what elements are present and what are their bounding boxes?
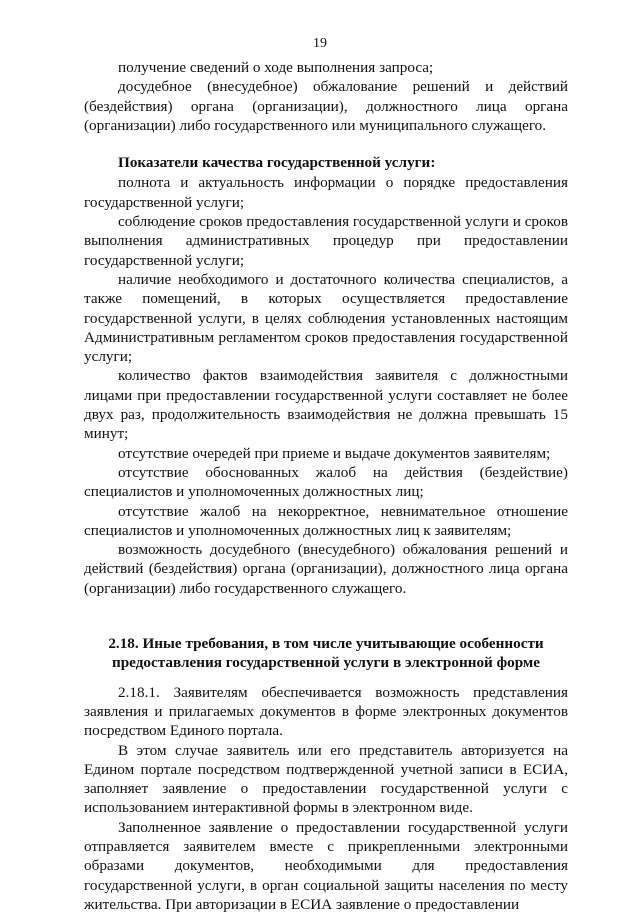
section-paragraph: 2.18.1. Заявителям обеспечивается возможность представления заявления и прилагаемых документов в форме электронных документов посредством Единого портала. (84, 683, 568, 740)
quality-indicators-heading: Показатели качества государственной услуги: (118, 154, 436, 172)
section-2-18-heading (84, 634, 568, 673)
quality-item: соблюдение сроков предоставления государственной услуги и сроков выполнения административных процедур при предоставлении государственной услуги; (84, 213, 568, 269)
quality-item: полнота и актуальность информации о порядке предоставления государственной услуги; (84, 174, 568, 211)
quality-item: возможность досудебного (внесудебного) обжалования решений и действий (бездействия) органа (организации), должностного лица органа (организации) либо государственного служащего. (84, 541, 568, 597)
quality-item: количество фактов взаимодействия заявителя с должностными лицами при предоставлении государственной услуги составляет не более двух раз, продолжительность взаимодействия не должна превышать 15 минут; (84, 367, 568, 443)
section-heading-line: предоставления государственной услуги в электронной форме (111, 654, 541, 672)
quality-item: отсутствие очередей при приеме и выдаче документов заявителям; (118, 444, 551, 462)
paragraph-appeal: досудебное (внесудебное) обжалование решений и действий (бездействия) органа (организации), должностного лица органа (организации) либо государственного или муниципального служащего. (84, 78, 568, 134)
quality-item: отсутствие обоснованных жалоб на действия (бездействие) специалистов и уполномоченных должностных лиц; (84, 463, 568, 501)
section-paragraph: Заполненное заявление о предоставлении государственной услуги отправляется заявителем вместе с прикрепленными электронными образами документов, необходимыми для предоставления государственной услуги, в орган социальной защиты населения по месту жительства. При авторизации в ЕСИА заявление о предоставлении (84, 818, 568, 913)
section-heading-line: 2.18. Иные требования, в том числе учитывающие особенности (108, 635, 544, 653)
document-body (84, 58, 568, 914)
quality-item: наличие необходимого и достаточного количества специалистов, а также помещений, в которых осуществляется предоставление государственной услуги, в целях соблюдения установленных настоящим Административным регламентом сроков предоставления государственной услуги; (84, 270, 568, 366)
quality-item: отсутствие жалоб на некорректное, невнимательное отношение специалистов и уполномоченных должностных лиц к заявителям; (84, 502, 568, 539)
page-number: 19 (313, 36, 327, 51)
section-paragraph: В этом случае заявитель или его представитель авторизуется на Едином портале посредством подтвержденной учетной записи в ЕСИА, заполняет заявление о предоставлении государственной услуги с использованием интерактивной формы в электронном виде. (84, 741, 568, 817)
paragraph-info-progress: получение сведений о ходе выполнения запроса; (118, 59, 434, 76)
